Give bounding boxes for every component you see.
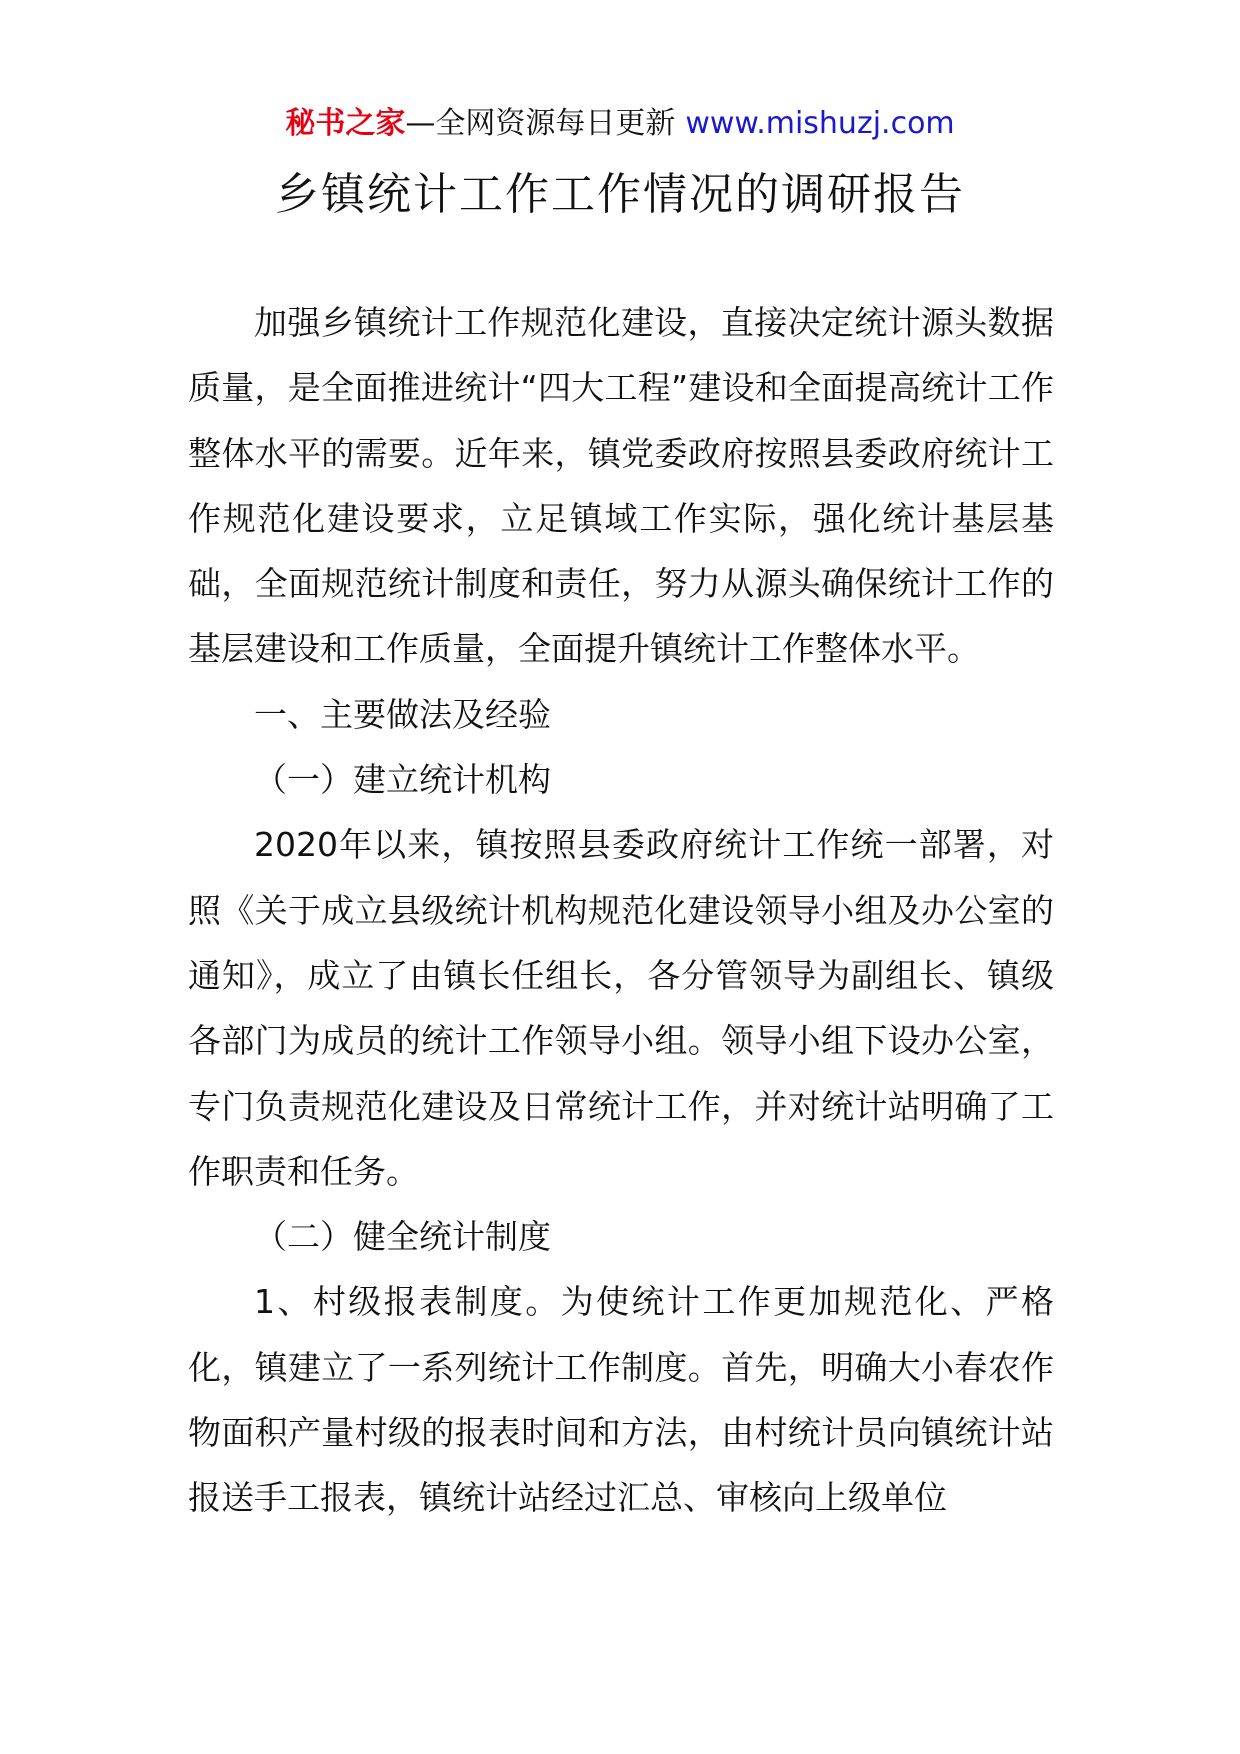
paragraph-intro: 加强乡镇统计工作规范化建设，直接决定统计源头数据质量，是全面推进统计“四大工程”建设和全面提高统计工作整体水平的需要。近年来，镇党委政府按照县委政府统计工作规范化建设要求，立足镇域工作实际，强化统计基层基础，全面规范统计制度和责任，努力从源头确保统计工作的基层建设和工作质量，全面提升镇统计工作整体水平。 — [188, 303, 1054, 669]
document-body — [188, 290, 1054, 1531]
document-title: 乡镇统计工作工作情况的调研报告 — [275, 169, 965, 220]
subsection-heading-1: （一）建立统计机构 — [254, 760, 551, 800]
site-brand: 秘书之家 — [285, 106, 406, 141]
subsection-heading-2: （二）健全统计制度 — [254, 1217, 551, 1257]
paragraph-reporting: 1、村级报表制度。为使统计工作更加规范化、严格化，镇建立了一系列统计工作制度。首先，明确大小春农作物面积产量村级的报表时间和方法，由村统计员向镇统计站报送手工报表，镇统计站经过汇总、审核向上级单位 — [188, 1282, 1054, 1518]
site-header — [0, 102, 1240, 146]
site-tagline: —全网资源每日更新 — [405, 106, 676, 141]
paragraph-institution: 2020年以来，镇按照县委政府统计工作统一部署，对照《关于成立县级统计机构规范化建设领导小组及办公室的通知》，成立了由镇长任组长，各分管领导为副组长、镇级各部门为成员的统计工作领导小组。领导小组下设办公室，专门负责规范化建设及日常统计工作，并对统计站明确了工作职责和任务。 — [188, 825, 1054, 1191]
section-heading-1: 一、主要做法及经验 — [254, 694, 551, 734]
site-url-link[interactable]: www.mishuzj.com — [685, 106, 955, 141]
